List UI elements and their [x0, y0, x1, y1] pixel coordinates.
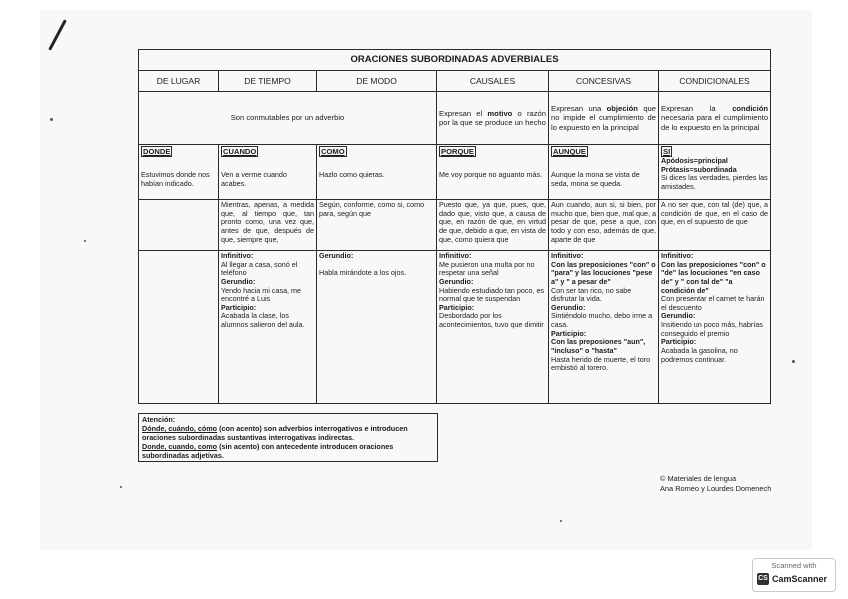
links-lugar-empty [139, 200, 219, 251]
description-text: Expresan el [439, 108, 488, 118]
adverbial-clauses-table [138, 49, 771, 404]
participle-example: Hasta herido de muerte, el toro embistió al torero. [551, 354, 651, 373]
camscanner-logo-icon: CS [757, 573, 769, 585]
description-causales [437, 92, 549, 145]
credit [660, 474, 780, 494]
note-accented-words: Dónde, cuándo, cómo [142, 424, 218, 433]
infinitive-label: Infinitivo: [221, 251, 254, 260]
keyword-box: AUNQUE [553, 147, 586, 156]
example-text: Hazlo como quieras. [319, 170, 385, 180]
scanned-with-label: Scanned with [771, 561, 817, 570]
description-keyword: motivo [487, 108, 513, 118]
keyword-box: CUANDO [223, 147, 257, 156]
description-keyword: condición [732, 104, 769, 114]
participle-rule: Con las preposiones "aun", "incluso" o "hasta" [551, 337, 646, 356]
description-text: o razón por la que se produce un hecho [439, 108, 546, 127]
example-lugar [139, 145, 219, 200]
description-text: Expresan una [551, 104, 607, 114]
links-concesivas: Aun cuando, aun si, si bien, por mucho que, bien que, mal que, a pesar de que, pese a que, con todo y con eso, además de que, aparte de que [549, 200, 659, 251]
gerund-example: Habiendo estudiado tan poco, es normal que te suspendan [439, 285, 545, 304]
nonfinite-causales [437, 251, 549, 404]
links-condicionales: A no ser que, con tal (de) que, a condición de que, en el caso de que, en el supuesto de que [659, 200, 771, 251]
description-text: necesaria para el cumplimiento de lo expuesto en la principal [661, 113, 769, 132]
scan-speck [84, 240, 86, 242]
gerund-example: Sintiéndolo mucho, debo irme a casa. [551, 311, 653, 330]
infinitive-label: Infinitivo: [439, 251, 472, 260]
note-unaccented-text: (sin acento) con antecedente introducen oraciones subordinadas adjetivas. [142, 442, 394, 460]
scan-speck [50, 118, 53, 121]
gerund-label: Gerundio: [661, 311, 696, 321]
participle-label: Participio: [221, 302, 257, 312]
participle-label: Participio: [551, 328, 587, 338]
keyword-box: SI [663, 147, 671, 156]
gerund-label: Gerundio: [319, 251, 354, 260]
nonfinite-concesivas [549, 251, 659, 404]
header-condicionales: CONDICIONALES [659, 71, 771, 92]
keyword-box: COMO [321, 147, 345, 156]
example-text: Si dices las verdades, pierdes las amistades. [661, 173, 768, 192]
description-concesivas [549, 92, 659, 145]
description-text: Expresan la [661, 104, 733, 114]
camscanner-name: CamScanner [772, 574, 828, 584]
note-accented-text: (con acento) son adverbios interrogativos e introducen oraciones subordinadas sustantivas interrogativas indirectas. [142, 424, 408, 442]
note-unaccented-words: Donde, cuando, como [142, 442, 218, 451]
infinitive-example: Al llegar a casa, sonó el teléfono [221, 259, 298, 278]
nonfinite-condicionales [659, 251, 771, 404]
example-tiempo [219, 145, 317, 200]
header-causales: CAUSALES [437, 71, 549, 92]
links-modo: Según, conforme, como si, como para, según que [317, 200, 437, 251]
infinitive-label: Infinitivo: [661, 251, 694, 260]
camscanner-badge [752, 558, 836, 592]
example-modo [317, 145, 437, 200]
example-causales [437, 145, 549, 200]
credit-line: © Materiales de lengua [660, 474, 737, 483]
attention-note [138, 413, 438, 462]
links-tiempo: Mientras, apenas, a medida que, al tiempo que, tan pronto como, una vez que, antes de que, después de que, siempre que, [219, 200, 317, 251]
header-modo: DE MODO [317, 71, 437, 92]
table-title: ORACIONES SUBORDINADAS ADVERBIALES [139, 50, 771, 71]
gerund-example: Habla mirándote a los ojos. [319, 268, 407, 278]
gerund-label: Gerundio: [551, 302, 586, 312]
gerund-example: Yendo hacia mi casa, me encontré a Luis [221, 285, 302, 304]
nonfinite-lugar-empty [139, 251, 219, 404]
participle-label: Participio: [661, 337, 697, 347]
nonfinite-tiempo [219, 251, 317, 404]
example-text: Me voy porque no aguanto más. [439, 170, 543, 180]
gerund-example: Insitiendo un poco más, habrías conseguido el premio [661, 320, 763, 338]
infinitive-example: Con ser tan rico, no sabe disfrutar la vida. [551, 285, 632, 304]
links-causales: Puesto que, ya que, pues, que, dado que, visto que, a causa de que, en razón de que, en virtud de que, debido a que, en vista de que, como quiera que [437, 200, 549, 251]
note-title: Atención: [142, 415, 176, 424]
header-tiempo: DE TIEMPO [219, 71, 317, 92]
description-condicionales [659, 92, 771, 145]
gerund-label: Gerundio: [221, 276, 256, 286]
example-condicionales [659, 145, 771, 200]
example-text: Estuvimos donde nos habían indicado. [141, 170, 210, 188]
description-commutable: Son conmutables por un adverbio [139, 92, 437, 145]
infinitive-rule: Con las preposiciones "con" o "para" y las locuciones "pese a" y " a pesar de" [551, 259, 656, 286]
example-text: Aunque la mona se vista de seda, mona se queda. [551, 170, 640, 188]
description-text: que no impide el cumplimiento de lo expuesto en la principal [551, 104, 656, 132]
apodosis-label: Apódosis=principal [661, 156, 728, 166]
infinitive-example: Con presentar el carnet te harán el descuento [661, 294, 765, 312]
nonfinite-modo [317, 251, 437, 404]
example-text: Ven a verme cuando acabes. [221, 170, 287, 188]
keyword-box: PORQUE [441, 147, 474, 156]
scan-speck [792, 360, 795, 363]
participle-label: Participio: [439, 302, 475, 312]
infinitive-rule: Con las preposiciones "con" o "de" las locuciones "en caso de" y " con tal de" "a condición de" [661, 259, 766, 295]
keyword-box: DONDE [143, 147, 171, 156]
description-keyword: objeción [606, 104, 638, 114]
participle-example: Acabada la gasolina, no podremos continuar. [661, 346, 738, 364]
infinitive-label: Infinitivo: [551, 251, 584, 260]
header-lugar: DE LUGAR [139, 71, 219, 92]
scan-speck [120, 486, 122, 488]
participle-example: Acabada la clase, los alumnos salieron del aula. [221, 311, 305, 330]
credit-authors: Ana Romeo y Lourdes Domenech [660, 483, 772, 493]
scan-speck [560, 520, 562, 522]
participle-example: Desbordado por los acontecimientos, tuvo que dimitir [439, 311, 544, 330]
gerund-label: Gerundio: [439, 276, 474, 286]
example-concesivas [549, 145, 659, 200]
protasis-label: Prótasis=subordinada [661, 164, 737, 174]
infinitive-example: Me pusieron una multa por no respetar una señal [439, 259, 535, 278]
header-concesivas: CONCESIVAS [549, 71, 659, 92]
